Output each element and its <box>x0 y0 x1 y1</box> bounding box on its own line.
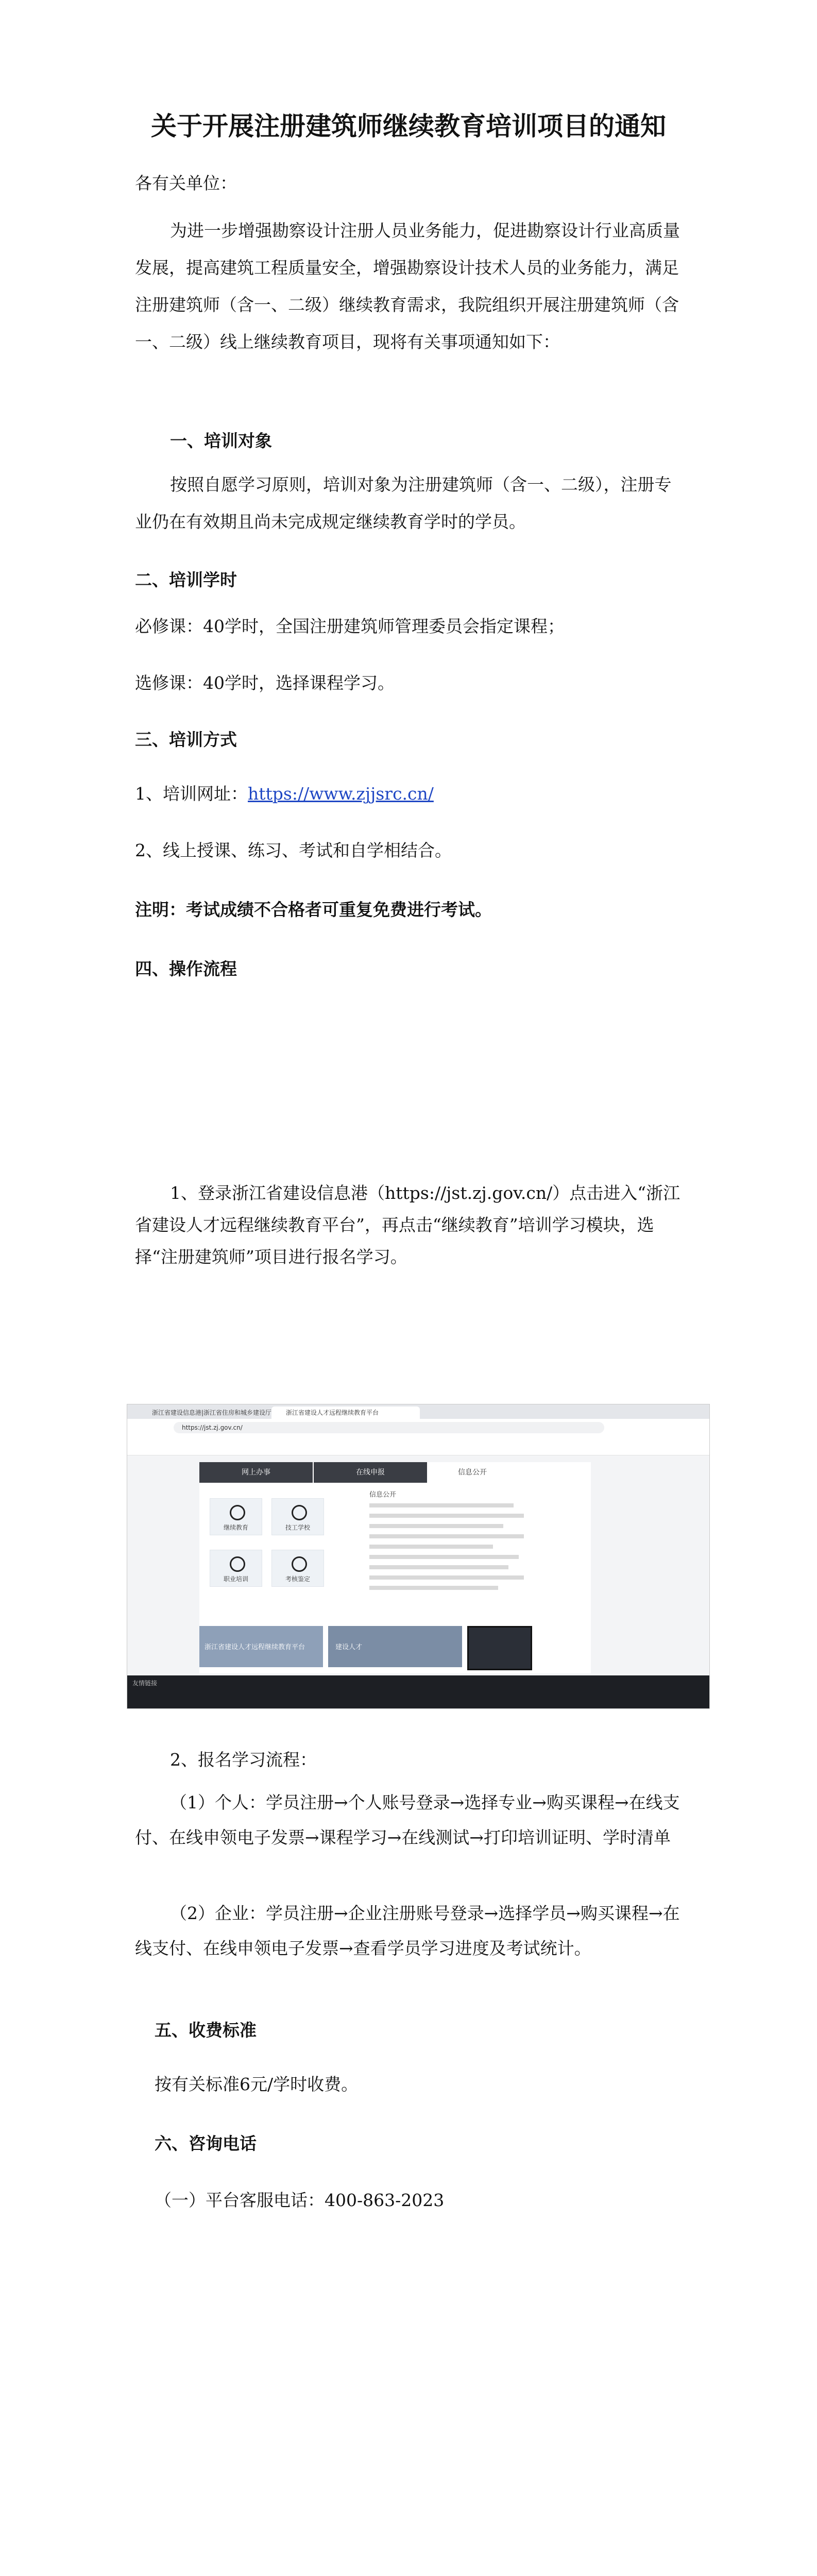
section3-heading: 三、培训方式 <box>135 730 237 750</box>
page-tab: 网上办事 <box>199 1462 313 1483</box>
browser-address-bar <box>127 1419 709 1437</box>
browser-tab-active: 浙江省建设人才远程继续教育平台 <box>271 1406 420 1419</box>
service-tile: 技工学校 <box>271 1498 324 1535</box>
step1-text: 1、登录浙江省建设信息港（https://jst.zj.gov.cn/）点击进入“浙江省建设人才远程继续教育平台”，再点击“继续教育”培训学习模块，选择“注册建筑师”项目进行报名学习。 <box>135 1183 680 1267</box>
site-nav <box>127 1436 709 1455</box>
site-footer: 友情链接 <box>127 1675 709 1708</box>
intro-paragraph: 为进一步增强勘察设计注册人员业务能力，促进勘察设计行业高质量发展，提高建筑工程质量安全，增强勘察设计技术人员的业务能力，满足注册建筑师（含一、二级）继续教育需求，我院组织开展注册建筑师（含一、二级）线上继续教育项目，现将有关事项通知如下： <box>135 221 680 352</box>
service-tile: 继续教育 <box>210 1498 262 1535</box>
training-url-label: 1、培训网址： <box>135 784 248 804</box>
platform-screenshot <box>127 1404 710 1709</box>
section2-elective: 选修课：40学时，选择课程学习。 <box>135 673 395 693</box>
service-tile: 考核鉴定 <box>271 1550 324 1587</box>
salutation: 各有关单位： <box>135 173 237 193</box>
step2-personal: （1）个人：学员注册→个人账号登录→选择专业→购买课程→在线支付、在线申领电子发票→课程学习→在线测试→打印培训证明、学时清单 <box>135 1792 680 1848</box>
section1-body: 按照自愿学习原则，培训对象为注册建筑师（含一、二级），注册专业仍在有效期且尚未完成规定继续教育学时的学员。 <box>135 474 672 532</box>
hotline-platform: （一）平台客服电话：400-863-2023 <box>155 2190 445 2210</box>
section1-heading: 一、培训对象 <box>170 431 272 451</box>
banner-highlighted <box>467 1626 532 1670</box>
section3-item1 <box>135 775 682 812</box>
browser-tabbar <box>127 1404 709 1419</box>
section4-heading: 四、操作流程 <box>135 959 237 979</box>
browser-url: https://jst.zj.gov.cn/ <box>174 1422 604 1433</box>
training-url-link[interactable]: https://www.zjjsrc.cn/ <box>248 784 434 804</box>
step2-company: （2）企业：学员注册→企业注册账号登录→选择学员→购买课程→在线支付、在线申领电子发票→查看学员学习进度及考试统计。 <box>135 1903 680 1958</box>
service-tile: 职业培训 <box>210 1550 262 1587</box>
section2-required: 必修课：40学时，全国注册建筑师管理委员会指定课程； <box>135 616 565 636</box>
step2-heading: 2、报名学习流程： <box>170 1750 317 1770</box>
section3-note: 注明：考试成绩不合格者可重复免费进行考试。 <box>135 900 492 920</box>
browser-tab: 浙江省建设信息港|浙江省住房和城乡建设厅 <box>138 1406 281 1419</box>
site-page <box>199 1462 591 1673</box>
page-tab: 在线申报 <box>314 1462 427 1483</box>
section3-item2: 2、线上授课、练习、考试和自学相结合。 <box>135 840 452 860</box>
section5-heading: 五、收费标准 <box>155 2020 257 2040</box>
banner-middle: 建设人才 <box>328 1626 462 1667</box>
banner-left: 浙江省建设人才远程继续教育平台 <box>199 1626 323 1667</box>
page-title: 关于开展注册建筑师继续教育培训项目的通知 <box>151 111 666 141</box>
section2-heading: 二、培训学时 <box>135 570 237 590</box>
section6-heading: 六、咨询电话 <box>155 2133 257 2154</box>
section5-body: 按有关标准6元/学时收费。 <box>155 2074 359 2094</box>
side-label: 信息公开 <box>369 1491 397 1499</box>
page-tab: 信息公开 <box>441 1462 503 1483</box>
